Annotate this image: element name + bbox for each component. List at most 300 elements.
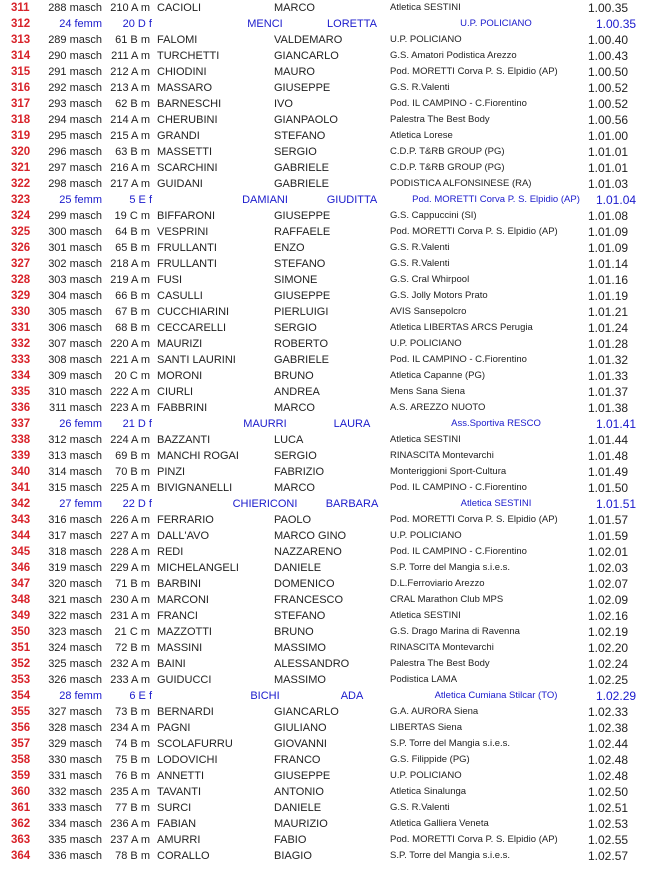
- result-row: [0, 528, 645, 544]
- first-name: ALESSANDRO: [274, 658, 350, 670]
- result-row-female: [0, 688, 645, 704]
- result-row: [0, 112, 645, 128]
- finish-time: 1.01.21: [588, 305, 629, 319]
- result-row: [0, 576, 645, 592]
- result-row: [0, 320, 645, 336]
- finish-time: 1.01.01: [588, 145, 629, 159]
- overall-sex-rank: 304 masch: [48, 290, 102, 302]
- finish-time: 1.00.52: [588, 81, 629, 95]
- category-rank: 219 A m: [110, 274, 150, 286]
- club: LIBERTAS Siena: [390, 722, 462, 733]
- position: 362: [11, 818, 31, 830]
- result-row: [0, 0, 645, 16]
- surname: BIVIGNANELLI: [157, 482, 233, 494]
- category-rank: 218 A m: [110, 258, 150, 270]
- overall-sex-rank: 292 masch: [48, 82, 102, 94]
- overall-sex-rank: 307 masch: [48, 338, 102, 350]
- category-rank: 71 B m: [115, 578, 150, 590]
- club: AVIS Sansepolcro: [390, 306, 467, 317]
- category-rank: 227 A m: [110, 530, 150, 542]
- first-name: MARCO: [274, 402, 315, 414]
- position: 357: [11, 738, 31, 750]
- surname: SCARCHINI: [157, 162, 218, 174]
- overall-sex-rank: 313 masch: [48, 450, 102, 462]
- category-rank: 21 C m: [114, 626, 150, 638]
- finish-time: 1.02.20: [588, 641, 629, 655]
- club: Pod. MORETTI Corva P. S. Elpidio (AP): [390, 66, 558, 77]
- position: 339: [11, 450, 31, 462]
- club: S.P. Torre del Mangia s.i.e.s.: [390, 738, 511, 749]
- overall-sex-rank: 315 masch: [48, 482, 102, 494]
- position: 336: [11, 402, 31, 414]
- overall-sex-rank: 336 masch: [48, 850, 102, 862]
- first-name: SIMONE: [274, 274, 318, 286]
- result-row: [0, 832, 645, 848]
- club: Atletica SESTINI: [460, 498, 532, 509]
- finish-time: 1.01.14: [588, 257, 629, 271]
- club: G.A. AURORA Siena: [390, 706, 479, 717]
- result-row: [0, 592, 645, 608]
- category-rank: 212 A m: [110, 66, 150, 78]
- result-row: [0, 288, 645, 304]
- finish-time: 1.02.51: [588, 801, 629, 815]
- position: 360: [11, 786, 31, 798]
- result-row: [0, 720, 645, 736]
- first-name: LAURA: [333, 418, 371, 430]
- category-rank: 21 D f: [122, 418, 152, 430]
- club: G.S. Cral Whirpool: [390, 274, 470, 285]
- club: Ass.Sportiva RESCO: [451, 418, 541, 429]
- club: Pod. IL CAMPINO - C.Fiorentino: [390, 482, 527, 493]
- surname: CIURLI: [157, 386, 194, 398]
- position: 342: [11, 498, 31, 510]
- finish-time: 1.01.03: [588, 177, 629, 191]
- position: 311: [11, 2, 30, 14]
- surname: CECCARELLI: [157, 322, 227, 334]
- result-row: [0, 368, 645, 384]
- club: Atletica SESTINI: [390, 610, 461, 621]
- category-rank: 211 A m: [111, 50, 150, 62]
- overall-sex-rank: 320 masch: [48, 578, 102, 590]
- surname: BARNESCHI: [157, 98, 222, 110]
- finish-time: 1.00.43: [588, 49, 629, 63]
- position: 328: [11, 274, 31, 286]
- first-name: MAURO: [274, 66, 315, 78]
- position: 341: [11, 482, 31, 494]
- finish-time: 1.01.49: [588, 465, 629, 479]
- surname: CUCCHIARINI: [157, 306, 230, 318]
- result-row: [0, 256, 645, 272]
- finish-time: 1.01.28: [588, 337, 629, 351]
- overall-sex-rank: 335 masch: [48, 834, 102, 846]
- result-row: [0, 96, 645, 112]
- surname: MORONI: [157, 370, 203, 382]
- surname: MAURIZI: [157, 338, 203, 350]
- position: 318: [11, 114, 31, 126]
- club: RINASCITA Montevarchi: [390, 642, 494, 653]
- club: S.P. Torre del Mangia s.i.e.s.: [390, 850, 511, 861]
- finish-time: 1.01.08: [588, 209, 629, 223]
- first-name: MARCO: [274, 482, 315, 494]
- surname: TAVANTI: [157, 786, 201, 798]
- surname: CASULLI: [157, 290, 203, 302]
- overall-sex-rank: 323 masch: [48, 626, 102, 638]
- club: U.P. POLICIANO: [390, 530, 462, 541]
- overall-sex-rank: 298 masch: [48, 178, 102, 190]
- position: 315: [11, 66, 31, 78]
- category-rank: 217 A m: [110, 178, 150, 190]
- surname: MICHELANGELI: [157, 562, 239, 574]
- overall-sex-rank: 326 masch: [48, 674, 102, 686]
- overall-sex-rank: 294 masch: [48, 114, 102, 126]
- position: 344: [11, 530, 31, 542]
- club: G.S. Amatori Podistica Arezzo: [390, 50, 517, 61]
- first-name: GIUSEPPE: [274, 210, 331, 222]
- finish-time: 1.00.56: [588, 113, 629, 127]
- overall-sex-rank: 312 masch: [48, 434, 102, 446]
- club: G.S. R.Valenti: [390, 258, 450, 269]
- result-row: [0, 704, 645, 720]
- surname: MENCI: [247, 18, 283, 30]
- first-name: IVO: [274, 98, 293, 110]
- overall-sex-rank: 295 masch: [48, 130, 102, 142]
- category-rank: 216 A m: [110, 162, 150, 174]
- overall-sex-rank: 291 masch: [48, 66, 102, 78]
- position: 321: [11, 162, 31, 174]
- first-name: BRUNO: [274, 626, 314, 638]
- position: 353: [11, 674, 31, 686]
- first-name: ADA: [340, 690, 364, 702]
- club: Monteriggioni Sport-Cultura: [390, 466, 507, 477]
- club: Podistica LAMA: [390, 674, 458, 685]
- overall-sex-rank: 293 masch: [48, 98, 102, 110]
- category-rank: 61 B m: [115, 34, 150, 46]
- first-name: STEFANO: [274, 130, 326, 142]
- first-name: RAFFAELE: [274, 226, 331, 238]
- result-row: [0, 304, 645, 320]
- overall-sex-rank: 319 masch: [48, 562, 102, 574]
- club: G.S. Cappuccini (SI): [390, 210, 477, 221]
- finish-time: 1.01.37: [588, 385, 629, 399]
- first-name: BARBARA: [325, 498, 379, 510]
- club: Pod. IL CAMPINO - C.Fiorentino: [390, 98, 527, 109]
- first-name: ANTONIO: [274, 786, 324, 798]
- surname: BAZZANTI: [157, 434, 211, 446]
- result-row: [0, 448, 645, 464]
- surname: GUIDANI: [157, 178, 203, 190]
- club: Palestra The Best Body: [390, 658, 490, 669]
- result-row: [0, 176, 645, 192]
- finish-time: 1.01.33: [588, 369, 629, 383]
- club: G.S. R.Valenti: [390, 82, 450, 93]
- surname: MASSINI: [157, 642, 203, 654]
- result-row: [0, 736, 645, 752]
- finish-time: 1.01.24: [588, 321, 629, 335]
- position: 326: [11, 242, 31, 254]
- club: G.S. Drago Marina di Ravenna: [390, 626, 520, 637]
- club: G.S. Jolly Motors Prato: [390, 290, 488, 301]
- overall-sex-rank: 325 masch: [48, 658, 102, 670]
- surname: TURCHETTI: [157, 50, 220, 62]
- finish-time: 1.01.19: [588, 289, 629, 303]
- club: Pod. MORETTI Corva P. S. Elpidio (AP): [390, 514, 558, 525]
- first-name: GIANCARLO: [274, 50, 339, 62]
- surname: DALL'AVO: [157, 530, 210, 542]
- club: Pod. MORETTI Corva P. S. Elpidio (AP): [412, 194, 580, 205]
- result-row: [0, 608, 645, 624]
- surname: MASSARO: [157, 82, 213, 94]
- position: 363: [11, 834, 31, 846]
- first-name: GIUSEPPE: [274, 290, 331, 302]
- finish-time: 1.00.35: [596, 17, 637, 31]
- position: 351: [11, 642, 31, 654]
- category-rank: 215 A m: [110, 130, 150, 142]
- first-name: VALDEMARO: [274, 34, 343, 46]
- result-row: [0, 336, 645, 352]
- position: 334: [11, 370, 31, 382]
- result-row: [0, 352, 645, 368]
- finish-time: 1.01.09: [588, 241, 629, 255]
- first-name: ENZO: [274, 242, 305, 254]
- category-rank: 77 B m: [115, 802, 150, 814]
- surname: FUSI: [157, 274, 183, 286]
- surname: SURCI: [157, 802, 192, 814]
- surname: PAGNI: [157, 722, 191, 734]
- surname: BARBINI: [157, 578, 202, 590]
- surname: GUIDUCCI: [157, 674, 212, 686]
- surname: CACIOLI: [157, 2, 202, 14]
- result-row: [0, 672, 645, 688]
- finish-time: 1.02.25: [588, 673, 629, 687]
- first-name: DANIELE: [274, 562, 322, 574]
- category-rank: 69 B m: [115, 450, 150, 462]
- first-name: GIULIANO: [274, 722, 327, 734]
- surname: GRANDI: [157, 130, 200, 142]
- category-rank: 233 A m: [110, 674, 150, 686]
- finish-time: 1.01.59: [588, 529, 629, 543]
- category-rank: 6 E f: [129, 690, 152, 702]
- first-name: BRUNO: [274, 370, 314, 382]
- surname: MANCHI ROGAI: [157, 450, 239, 462]
- overall-sex-rank: 333 masch: [48, 802, 102, 814]
- position: 343: [11, 514, 31, 526]
- position: 355: [11, 706, 31, 718]
- club: G.S. R.Valenti: [390, 802, 450, 813]
- finish-time: 1.01.32: [588, 353, 629, 367]
- position: 340: [11, 466, 31, 478]
- finish-time: 1.00.50: [588, 65, 629, 79]
- club: Pod. IL CAMPINO - C.Fiorentino: [390, 354, 527, 365]
- position: 319: [11, 130, 31, 142]
- result-row: [0, 512, 645, 528]
- finish-time: 1.00.35: [588, 1, 629, 15]
- result-row: [0, 784, 645, 800]
- first-name: FABRIZIO: [274, 466, 325, 478]
- surname: CORALLO: [157, 850, 210, 862]
- category-rank: 74 B m: [115, 738, 150, 750]
- category-rank: 5 E f: [129, 194, 152, 206]
- club: Pod. MORETTI Corva P. S. Elpidio (AP): [390, 226, 558, 237]
- overall-sex-rank: 290 masch: [48, 50, 102, 62]
- overall-sex-rank: 24 femm: [59, 18, 102, 30]
- result-row: [0, 816, 645, 832]
- category-rank: 221 A m: [110, 354, 150, 366]
- surname: SCOLAFURRU: [157, 738, 233, 750]
- position: 337: [11, 418, 31, 430]
- club: C.D.P. T&RB GROUP (PG): [390, 146, 505, 157]
- first-name: LORETTA: [327, 18, 377, 30]
- result-row-female: [0, 192, 645, 208]
- finish-time: 1.02.55: [588, 833, 629, 847]
- result-row: [0, 768, 645, 784]
- finish-time: 1.01.44: [588, 433, 629, 447]
- result-row-female: [0, 16, 645, 32]
- overall-sex-rank: 318 masch: [48, 546, 102, 558]
- result-row: [0, 272, 645, 288]
- first-name: FRANCESCO: [274, 594, 344, 606]
- position: 349: [11, 610, 31, 622]
- surname: CHIODINI: [157, 66, 207, 78]
- result-row: [0, 224, 645, 240]
- first-name: PAOLO: [274, 514, 312, 526]
- position: 345: [11, 546, 31, 558]
- position: 348: [11, 594, 31, 606]
- first-name: STEFANO: [274, 610, 326, 622]
- category-rank: 230 A m: [110, 594, 150, 606]
- position: 335: [11, 386, 31, 398]
- category-rank: 62 B m: [115, 98, 150, 110]
- result-row: [0, 48, 645, 64]
- category-rank: 225 A m: [110, 482, 150, 494]
- club: Atletica SESTINI: [390, 2, 461, 13]
- club: RINASCITA Montevarchi: [390, 450, 494, 461]
- overall-sex-rank: 317 masch: [48, 530, 102, 542]
- result-row: [0, 400, 645, 416]
- result-row-female: [0, 496, 645, 512]
- overall-sex-rank: 321 masch: [48, 594, 102, 606]
- result-row: [0, 128, 645, 144]
- result-row: [0, 848, 645, 864]
- club: Pod. IL CAMPINO - C.Fiorentino: [390, 546, 527, 557]
- overall-sex-rank: 28 femm: [59, 690, 102, 702]
- overall-sex-rank: 302 masch: [48, 258, 102, 270]
- overall-sex-rank: 289 masch: [48, 34, 102, 46]
- surname: SANTI LAURINI: [157, 354, 236, 366]
- overall-sex-rank: 316 masch: [48, 514, 102, 526]
- overall-sex-rank: 299 masch: [48, 210, 102, 222]
- finish-time: 1.01.16: [588, 273, 629, 287]
- first-name: NAZZARENO: [274, 546, 342, 558]
- club: U.P. POLICIANO: [390, 338, 462, 349]
- position: 323: [11, 194, 31, 206]
- overall-sex-rank: 331 masch: [48, 770, 102, 782]
- club: Atletica SESTINI: [390, 434, 461, 445]
- first-name: FRANCO: [274, 754, 321, 766]
- club: Pod. MORETTI Corva P. S. Elpidio (AP): [390, 834, 558, 845]
- first-name: GIUSEPPE: [274, 82, 331, 94]
- result-row: [0, 480, 645, 496]
- surname: FALOMI: [157, 34, 198, 46]
- finish-time: 1.02.24: [588, 657, 629, 671]
- result-row: [0, 544, 645, 560]
- finish-time: 1.02.16: [588, 609, 629, 623]
- overall-sex-rank: 25 femm: [59, 194, 102, 206]
- position: 354: [11, 690, 31, 702]
- result-row: [0, 240, 645, 256]
- result-row: [0, 32, 645, 48]
- finish-time: 1.02.50: [588, 785, 629, 799]
- position: 364: [11, 850, 31, 862]
- club: Atletica Galliera Veneta: [390, 818, 489, 829]
- club: CRAL Marathon Club MPS: [390, 594, 504, 605]
- first-name: DOMENICO: [274, 578, 335, 590]
- surname: BAINI: [157, 658, 186, 670]
- category-rank: 66 B m: [115, 290, 150, 302]
- finish-time: 1.00.52: [588, 97, 629, 111]
- finish-time: 1.02.07: [588, 577, 629, 591]
- category-rank: 63 B m: [115, 146, 150, 158]
- surname: PINZI: [157, 466, 186, 478]
- surname: FRULLANTI: [157, 258, 217, 270]
- finish-time: 1.00.40: [588, 33, 629, 47]
- position: 324: [11, 210, 31, 222]
- category-rank: 210 A m: [110, 2, 150, 14]
- surname: CHIERICONI: [232, 498, 298, 510]
- surname: FRULLANTI: [157, 242, 217, 254]
- surname: REDI: [157, 546, 184, 558]
- result-row: [0, 80, 645, 96]
- overall-sex-rank: 296 masch: [48, 146, 102, 158]
- finish-time: 1.01.50: [588, 481, 629, 495]
- result-row: [0, 800, 645, 816]
- position: 312: [11, 18, 31, 30]
- finish-time: 1.02.38: [588, 721, 629, 735]
- position: 329: [11, 290, 31, 302]
- overall-sex-rank: 301 masch: [48, 242, 102, 254]
- club: S.P. Torre del Mangia s.i.e.s.: [390, 562, 511, 573]
- first-name: GIOVANNI: [274, 738, 327, 750]
- result-row: [0, 752, 645, 768]
- club: U.P. POLICIANO: [390, 34, 462, 45]
- overall-sex-rank: 305 masch: [48, 306, 102, 318]
- finish-time: 1.02.03: [588, 561, 629, 575]
- finish-time: 1.02.44: [588, 737, 629, 751]
- first-name: GABRIELE: [274, 354, 330, 366]
- club: D.L.Ferroviario Arezzo: [390, 578, 485, 589]
- finish-time: 1.01.41: [596, 417, 637, 431]
- category-rank: 75 B m: [115, 754, 150, 766]
- first-name: ANDREA: [274, 386, 320, 398]
- finish-time: 1.01.01: [588, 161, 629, 175]
- first-name: SERGIO: [274, 146, 317, 158]
- position: 316: [11, 82, 31, 94]
- overall-sex-rank: 322 masch: [48, 610, 102, 622]
- finish-time: 1.02.19: [588, 625, 629, 639]
- club: Atletica Capanne (PG): [390, 370, 486, 381]
- overall-sex-rank: 330 masch: [48, 754, 102, 766]
- position: 358: [11, 754, 31, 766]
- overall-sex-rank: 303 masch: [48, 274, 102, 286]
- club: Atletica Lorese: [390, 130, 453, 141]
- first-name: GIANPAOLO: [274, 114, 338, 126]
- overall-sex-rank: 26 femm: [59, 418, 102, 430]
- overall-sex-rank: 309 masch: [48, 370, 102, 382]
- position: 325: [11, 226, 31, 238]
- position: 346: [11, 562, 31, 574]
- first-name: GABRIELE: [274, 178, 330, 190]
- result-row: [0, 640, 645, 656]
- surname: CHERUBINI: [157, 114, 218, 126]
